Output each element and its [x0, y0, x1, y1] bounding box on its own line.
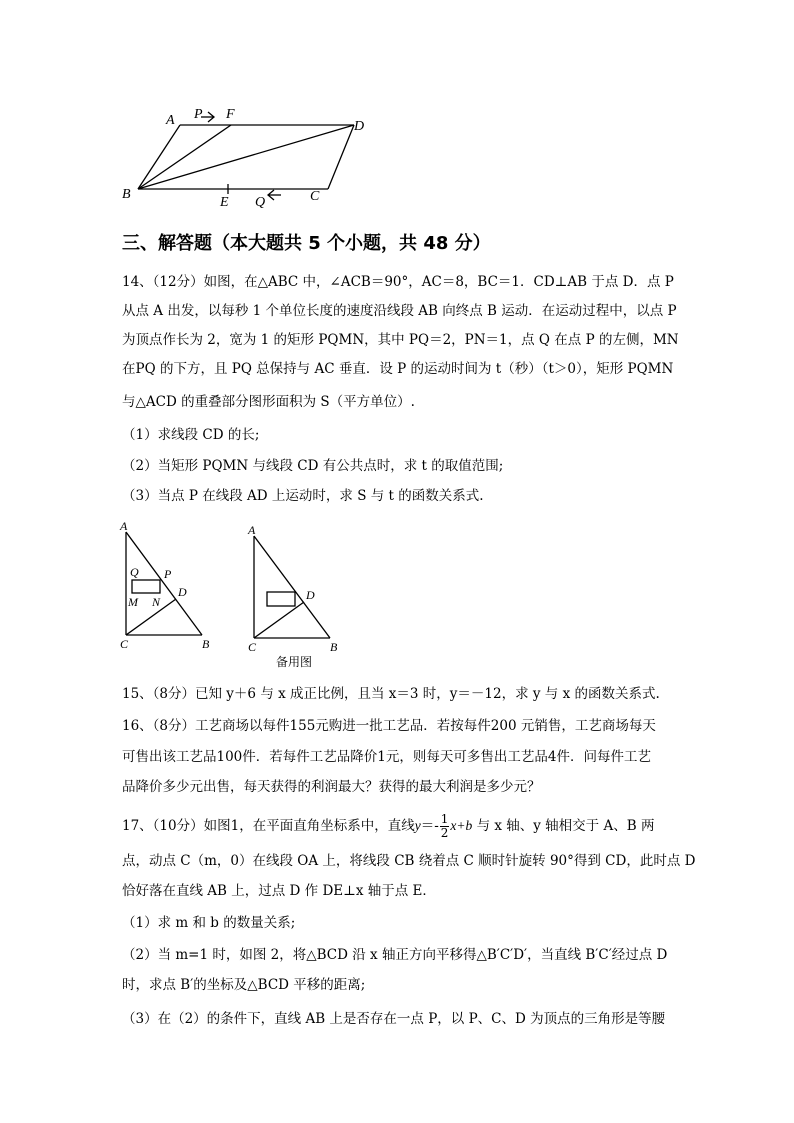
rectangle-PQMN [132, 580, 160, 593]
label-P: P [164, 567, 172, 581]
q17-line-1-rest: 与 x 轴、y 轴相交于 A、B 两 [472, 818, 655, 834]
q14-line-3: 为顶点作长为 2，宽为 1 的矩形 PQMN，其中 PQ＝2，PN＝1，点 Q 在点 P 的左侧，MN [122, 332, 679, 348]
label-E: E [220, 195, 229, 210]
q17-line-3: 恰好落在直线 AB 上，过点 D 作 DE⊥x 轴于点 E． [122, 883, 436, 899]
var-x: x [450, 818, 457, 833]
figure-caption: 备用图 [276, 655, 313, 669]
label-N: N [152, 595, 161, 609]
q17-sub-3: （3）在（2）的条件下，直线 AB 上是否存在一点 P，以 P、C、D 为顶点的三角形是等腰 [122, 1011, 666, 1027]
label-A: A [248, 523, 256, 537]
label-C: C [248, 640, 257, 654]
q16-line-1: 16、（8分）工艺商场以每件155元购进一批工艺品．若按每件200 元销售，工艺商场每天 [122, 718, 656, 734]
q17-sub-2a: （2）当 m=1 时，如图 2，将△BCD 沿 x 轴正方向平移得△B′C′D′，当直线 B′C′经过点 D [122, 947, 668, 963]
q14-sub-1: （1）求线段 CD 的长; [122, 427, 260, 443]
q16-line-2: 可售出该工艺品100件．若每件工艺品降价1元，则每天可多售出工艺品4件．问每件工艺 [122, 749, 651, 765]
label-P: P [194, 107, 203, 122]
q14-line-4: 在PQ 的下方，且 PQ 总保持与 AC 垂直．设 P 的运动时间为 t（秒）（t＞0），矩形 PQMN [122, 361, 674, 377]
label-B: B [330, 640, 338, 654]
segment-AB [138, 125, 180, 189]
label-F: F [226, 107, 235, 122]
label-D: D [178, 585, 187, 599]
segment-BF [138, 125, 231, 189]
label-D: D [306, 588, 315, 602]
segment-DC [328, 125, 354, 189]
segment-AB [254, 536, 330, 638]
label-B: B [122, 187, 131, 202]
q16-line-3: 品降价多少元出售，每天获得的利润最大？获得的最大利润是多少元？ [122, 779, 541, 795]
segment-BD [138, 125, 354, 189]
q14-line-1: 14、（12分）如图，在△ABC 中，∠ACB＝90°，AC＝8，BC＝1．CD⊥AB 于点 D．点 P [122, 274, 674, 290]
q14-line-5: 与△ACD 的重叠部分图形面积为 S（平方单位）. [122, 394, 415, 410]
fraction-numerator: 1 [440, 812, 449, 826]
label-Q: Q [130, 565, 139, 579]
rectangle [267, 592, 295, 606]
parallelogram-figure [118, 100, 378, 210]
label-A: A [120, 519, 128, 533]
fraction-one-half [440, 813, 450, 840]
q14-figure-main [112, 518, 222, 658]
q14-sub-2: （2）当矩形 PQMN 与线段 CD 有公共点时，求 t 的取值范围; [122, 458, 504, 474]
label-C: C [120, 637, 129, 651]
q14-figure-spare [240, 518, 350, 658]
label-B: B [202, 637, 210, 651]
term-b: +b [456, 818, 473, 833]
label-Q: Q [255, 195, 266, 210]
var-y: y [414, 818, 421, 833]
q14-line-2: 从点 A 出发，以每秒 1 个单位长度的速度沿线段 AB 向终点 B 运动．在运动过程中，以点 P [122, 303, 677, 319]
fraction-denominator: 2 [440, 826, 449, 840]
q17-sub-1: （1）求 m 和 b 的数量关系; [122, 915, 296, 931]
q14-sub-3: （3）当点 P 在线段 AD 上运动时，求 S 与 t 的函数关系式. [122, 488, 484, 504]
equals-minus: ＝- [420, 818, 439, 834]
label-A: A [166, 113, 175, 128]
q17-line-1-intro: 17、（10分）如图1，在平面直角坐标系中，直线 [122, 818, 415, 834]
segment-AB [126, 532, 202, 635]
q17-sub-2b: 时，求点 B′的坐标及△BCD 平移的距离; [122, 977, 366, 993]
section-title: 三、解答题（本大题共 5 个小题，共 48 分） [122, 233, 491, 254]
q15-line-1: 15、（8分）已知 y＋6 与 x 成正比例，且当 x＝3 时，y＝－12，求 y 与 x 的函数关系式. [122, 686, 660, 702]
label-D: D [354, 119, 365, 134]
label-M: M [128, 595, 138, 609]
q17-line-2: 点，动点 C（m，0）在线段 OA 上，将线段 CB 绕着点 C 顺时针旋转 90°得到 CD，此时点 D [122, 853, 696, 869]
segment-CD [254, 602, 304, 638]
q17-line-1 [122, 812, 682, 840]
label-C: C [310, 189, 320, 204]
